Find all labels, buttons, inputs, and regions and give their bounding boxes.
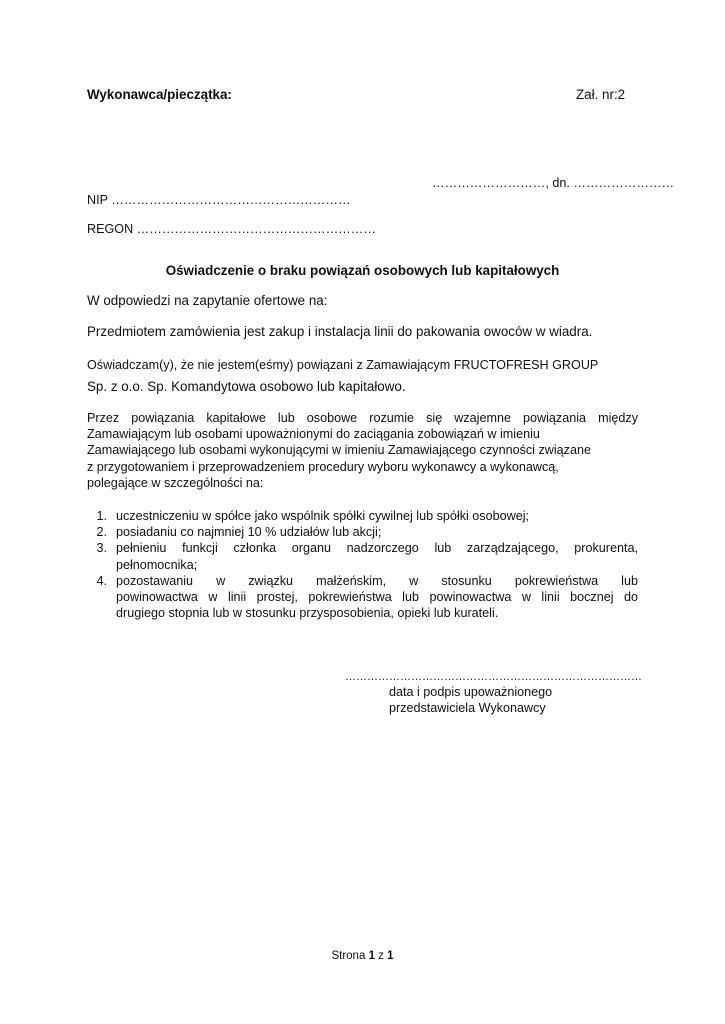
- signature-label-line-2: przedstawiciela Wykonawcy: [389, 701, 546, 715]
- order-subject: Przedmiotem zamówienia jest zakup i instalacja linii do pakowania owoców w wiadra.: [87, 324, 593, 339]
- intro-text: W odpowiedzi na zapytanie ofertowe na:: [87, 293, 328, 308]
- declaration-line-1: Oświadczam(y), że nie jestem(eśmy) powiązani z Zamawiającym FRUCTOFRESH GROUP: [87, 358, 599, 372]
- list-item-text: drugiego stopnia lub w stosunku przysposobienia, opieki lub kurateli.: [116, 606, 499, 621]
- list-item-number: 3.: [96, 541, 107, 556]
- signature-line: ………………………………………………………………………: [345, 671, 642, 683]
- list-item-text: powinowactwa w linii prostej, pokrewieństwa lub powinowactwa w linii bocznej do: [116, 590, 638, 605]
- contractor-stamp-label: Wykonawca/pieczątka:: [87, 87, 232, 102]
- annex-number: Zał. nr:2: [576, 87, 626, 102]
- page-separator: z: [378, 950, 384, 962]
- list-item-text: posiadaniu co najmniej 10 % udziałów lub akcji;: [116, 525, 382, 540]
- definition-line: Zamawiającego lub osobami wykonującymi w imieniu Zamawiającego czynności związane: [87, 443, 591, 458]
- definition-line: Przez powiązania kapitałowe lub osobowe rozumie się wzajemne powiązania między: [87, 411, 638, 425]
- ties-definition-paragraph: [87, 410, 638, 491]
- definition-line: Zamawiającym lub osobami upoważnionymi do zaciągania zobowiązań w imieniu: [87, 427, 540, 442]
- list-item: [87, 540, 638, 572]
- list-item-text: pełnomocnika;: [116, 557, 198, 572]
- page-prefix: Strona: [331, 950, 366, 962]
- list-item-text: pozostawaniu w związku małżeńskim, w stosunku pokrewieństwa lub: [116, 573, 638, 588]
- page-footer: [0, 950, 725, 962]
- ties-list: [87, 508, 638, 621]
- page-number: 1: [368, 950, 375, 962]
- declaration-line-2: Sp. z o.o. Sp. Komandytowa osobowo lub kapitałowo.: [87, 379, 406, 394]
- list-item: [87, 508, 638, 524]
- list-item-text: pełnieniu funkcji członka organu nadzorczego lub zarządzającego, prokurenta,: [116, 541, 638, 556]
- document-title: Oświadczenie o braku powiązań osobowych lub kapitałowych: [165, 263, 560, 278]
- list-item: [87, 524, 638, 540]
- list-item-number: 1.: [96, 509, 107, 523]
- place-date-line: ………………………, dn. ……………………: [432, 176, 675, 190]
- list-item-number: 4.: [96, 573, 107, 588]
- definition-line: z przygotowaniem i przeprowadzeniem procedury wyboru wykonawcy a wykonawcą,: [87, 459, 559, 474]
- nip-line: NIP …………………………………………………: [87, 193, 351, 207]
- list-item-number: 2.: [96, 525, 107, 540]
- page-total: 1: [387, 950, 394, 962]
- regon-line: REGON …………………………………………………: [87, 222, 376, 236]
- list-item: [87, 573, 638, 622]
- signature-label-line-1: data i podpis upoważnionego: [389, 685, 553, 699]
- list-item-text: uczestniczeniu w spółce jako wspólnik spółki cywilnej lub spółki osobowej;: [116, 509, 529, 523]
- definition-line: polegające w szczególności na:: [87, 475, 264, 490]
